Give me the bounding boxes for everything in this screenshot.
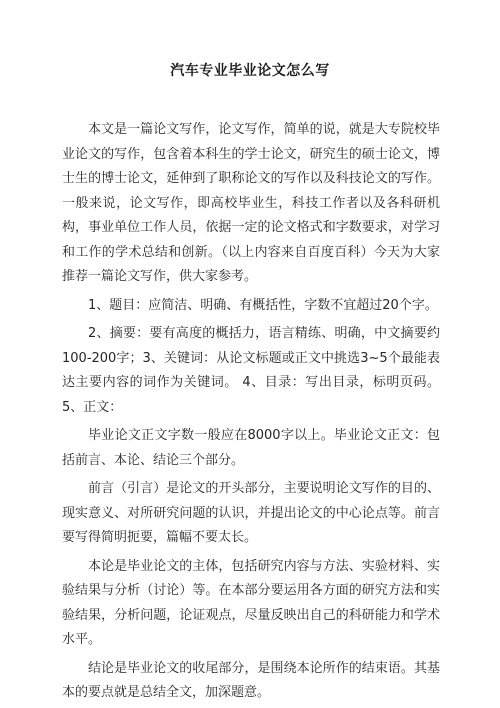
paragraph-abstract-rule: 2、摘要：要有高度的概括力，语言精练、明确，中文摘要约100-200字；3、关键词：从论文标题或正文中挑选3~5个最能表达主要内容的词作为关键词。 4、目录：写出目录，标明页码。 5、正文：: [62, 326, 440, 415]
paragraph-preface: 前言（引言）是论文的开头部分，主要说明论文写作的目的、现实意义、对所研究问题的认识，并提出论文的中心论点等。前言要写得简明扼要，篇幅不要太长。: [62, 481, 440, 545]
paragraph-body-length: 毕业论文正文字数一般应在8000字以上。毕业论文正文：包括前言、本论、结论三个部分。: [62, 428, 440, 468]
paragraph-title-rule: 1、题目：应简洁、明确、有概括性，字数不宜超过20个字。: [88, 297, 438, 313]
paragraph-intro: 本文是一篇论文写作，论文写作，简单的说，就是大专院校毕业论文的写作，包含着本科生的学士论文，研究生的硕士论文，博士生的博士论文，延伸到了职称论文的写作以及科技论文的写作。一般来说，论文写作，即高校毕业生，科技工作者以及各科研机构，事业单位工作人员，依据一定的论文格式和字数要求，对学习和工作的学术总结和创新。（以上内容来自百度百科）今天为大家推荐一篇论文写作，供大家参考。: [62, 122, 440, 284]
paragraph-main-body: 本论是毕业论文的主体，包括研究内容与方法、实验材料、实验结果与分析（讨论）等。在本部分要运用各方面的研究方法和实验结果，分析问题，论证观点，尽量反映出自己的科研能力和学术水平。: [62, 558, 440, 647]
document-body: [62, 118, 440, 706]
paragraph-conclusion: 结论是毕业论文的收尾部分，是围绕本论所作的结束语。其基本的要点就是总结全文，加深题意。: [62, 660, 440, 700]
page-title: 汽车专业毕业论文怎么写: [170, 63, 330, 79]
